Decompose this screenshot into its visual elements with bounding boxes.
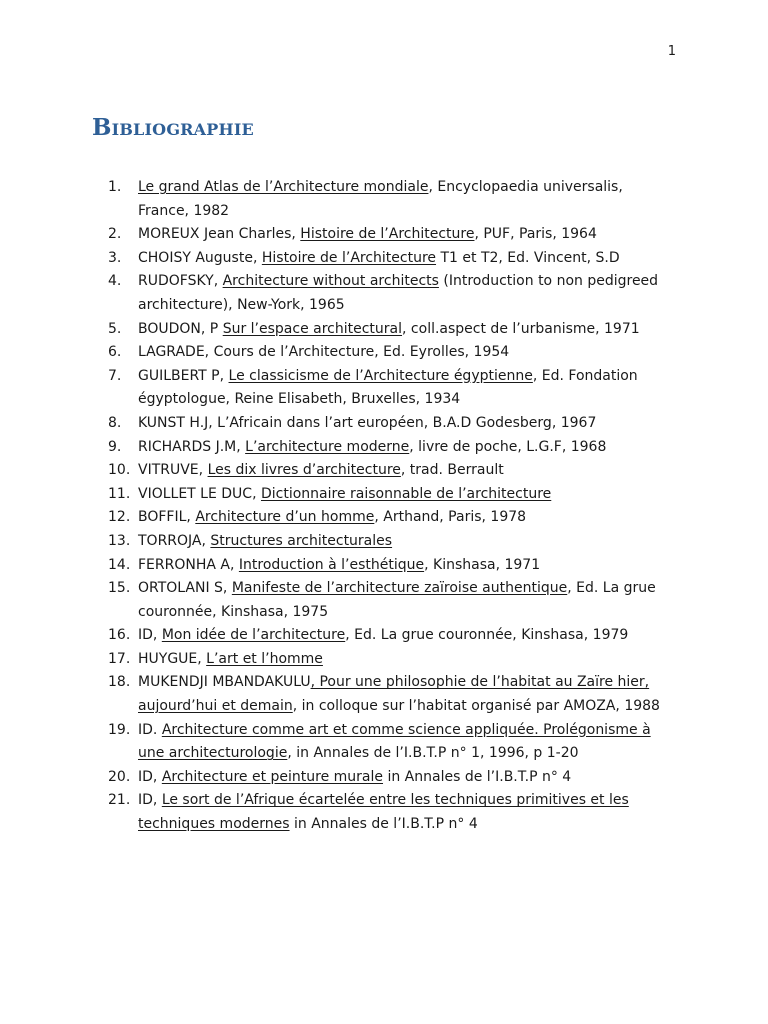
entry-number: 16. bbox=[108, 627, 131, 644]
entry-work-title: Structures architecturales bbox=[210, 532, 393, 549]
entry-detail: ORTOLANI S, bbox=[138, 580, 232, 597]
entry-work-title: , Pour une philosophie de l’habitat au Zaïre hier, aujourd’hui et demain bbox=[138, 674, 650, 715]
entry-number: 18. bbox=[108, 674, 131, 691]
entry-text bbox=[138, 509, 526, 525]
entry-text bbox=[138, 462, 504, 478]
entry-detail: T1 et T2, Ed. Vincent, S.D bbox=[436, 249, 620, 266]
entry-number: 19. bbox=[108, 721, 131, 738]
entry-work-title: L’art et l’homme bbox=[206, 650, 323, 667]
entry-number: 9. bbox=[108, 438, 122, 455]
entry-text bbox=[138, 344, 509, 360]
bibliography-entry bbox=[108, 436, 678, 460]
entry-number: 5. bbox=[108, 320, 122, 337]
entry-detail: LAGRADE, Cours de l’Architecture, Ed. Eyrolles, 1954 bbox=[138, 344, 510, 361]
bibliography-entry bbox=[108, 223, 678, 247]
entry-detail: , Encyclopaedia universalis, France, 1982 bbox=[138, 179, 623, 219]
entry-text bbox=[138, 179, 623, 219]
entry-detail: ID. bbox=[138, 721, 162, 738]
bibliography-entry bbox=[108, 789, 678, 836]
entry-detail: , Ed. La grue couronnée, Kinshasa, 1975 bbox=[138, 580, 656, 620]
entry-detail: , Kinshasa, 1971 bbox=[424, 556, 541, 573]
entry-detail: , Ed. La grue couronnée, Kinshasa, 1979 bbox=[345, 627, 629, 644]
entry-number: 2. bbox=[108, 226, 122, 243]
entry-text bbox=[138, 627, 628, 643]
entry-detail: VITRUVE, bbox=[138, 462, 208, 479]
entry-detail: HUYGUE, bbox=[138, 650, 207, 667]
entry-work-title: Le classicisme de l’Architecture égyptienne bbox=[228, 367, 533, 384]
bibliography-entry bbox=[108, 506, 678, 530]
entry-detail: FERRONHA A, bbox=[138, 556, 239, 573]
entry-number: 3. bbox=[108, 249, 122, 266]
entry-detail: , livre de poche, L.G.F, 1968 bbox=[409, 438, 607, 455]
entry-detail: BOFFIL, bbox=[138, 509, 196, 526]
entry-text bbox=[138, 557, 540, 573]
entry-work-title: Sur l’espace architectural bbox=[222, 320, 403, 337]
bibliography-entry bbox=[108, 318, 678, 342]
entry-number: 15. bbox=[108, 580, 131, 597]
entry-text bbox=[138, 273, 658, 313]
bibliography-entry bbox=[108, 270, 678, 317]
entry-work-title: Dictionnaire raisonnable de l’architecture bbox=[260, 485, 552, 502]
entry-detail: KUNST H.J, L’Africain dans l’art européen, B.A.D Godesberg, 1967 bbox=[138, 414, 597, 431]
entry-work-title: Mon idée de l’architecture bbox=[161, 627, 346, 644]
entry-number: 7. bbox=[108, 367, 122, 384]
entry-detail: TORROJA, bbox=[138, 532, 211, 549]
entry-number: 4. bbox=[108, 273, 122, 290]
entry-detail: RICHARDS J.M, bbox=[138, 438, 246, 455]
entry-number: 12. bbox=[108, 509, 131, 526]
entry-text bbox=[138, 415, 596, 431]
entry-number: 14. bbox=[108, 556, 131, 573]
bibliography-entry bbox=[108, 648, 678, 672]
entry-detail: CHOISY Auguste, bbox=[138, 249, 262, 266]
entry-detail: , Ed. Fondation égyptologue, Reine Elisabeth, Bruxelles, 1934 bbox=[138, 367, 638, 408]
entry-work-title: Introduction à l’esthétique bbox=[238, 556, 425, 573]
entry-text bbox=[138, 250, 620, 266]
entry-number: 10. bbox=[108, 462, 131, 479]
entry-detail: , Arthand, Paris, 1978 bbox=[374, 509, 527, 526]
entry-work-title: Histoire de l’Architecture bbox=[261, 249, 437, 266]
bibliography-entry bbox=[108, 412, 678, 436]
entry-work-title: Histoire de l’Architecture bbox=[300, 226, 475, 243]
entry-text bbox=[138, 580, 656, 620]
bibliography-entry bbox=[108, 671, 678, 718]
entry-detail: , coll.aspect de l’urbanisme, 1971 bbox=[402, 320, 640, 337]
entry-work-title: Le grand Atlas de l’Architecture mondiale bbox=[138, 179, 429, 195]
entry-number: 21. bbox=[108, 792, 131, 809]
entry-number: 8. bbox=[108, 414, 122, 431]
entry-detail: BOUDON, P bbox=[138, 320, 223, 337]
bibliography-entry bbox=[108, 719, 678, 766]
entry-detail: GUILBERT P, bbox=[138, 367, 229, 384]
entry-text bbox=[138, 439, 606, 455]
entry-text bbox=[138, 674, 660, 714]
entry-detail: , in colloque sur l’habitat organisé par AMOZA, 1988 bbox=[292, 698, 660, 715]
entry-work-title: L’architecture moderne bbox=[245, 438, 410, 455]
entry-text bbox=[138, 321, 640, 337]
entry-text bbox=[138, 651, 323, 667]
entry-detail: VIOLLET LE DUC, bbox=[138, 485, 261, 502]
bibliography-entry bbox=[108, 341, 678, 365]
entry-number: 17. bbox=[108, 650, 131, 667]
entry-work-title: Manifeste de l’architecture zaïroise authentique bbox=[231, 580, 568, 597]
bibliography-entry bbox=[108, 176, 678, 223]
entry-text bbox=[138, 226, 597, 242]
entry-detail: ID, bbox=[138, 627, 162, 644]
entry-text bbox=[138, 368, 638, 408]
entry-detail: RUDOFSKY, bbox=[138, 273, 223, 290]
entry-number: 6. bbox=[108, 344, 122, 361]
bibliography-entry bbox=[108, 624, 678, 648]
entry-number: 1. bbox=[108, 179, 122, 195]
bibliography-entry bbox=[108, 483, 678, 507]
entry-work-title: Architecture d’un homme bbox=[195, 509, 375, 526]
page-number: 1 bbox=[667, 44, 676, 59]
entry-detail: (Introduction to non pedigreed architecture), New-York, 1965 bbox=[138, 273, 659, 313]
entry-detail: in Annales de l’I.B.T.P n° 4 bbox=[383, 768, 572, 785]
entry-text bbox=[138, 769, 571, 785]
entry-work-title: Le sort de l’Afrique écartelée entre les techniques primitives et les techniques modernes bbox=[138, 792, 629, 833]
entry-number: 11. bbox=[108, 485, 131, 502]
entry-detail: ID, bbox=[138, 768, 162, 785]
entry-text bbox=[138, 486, 551, 502]
entry-number: 13. bbox=[108, 532, 131, 549]
bibliography-entry bbox=[108, 365, 678, 412]
bibliography-entry bbox=[108, 577, 678, 624]
entry-work-title: Architecture et peinture murale bbox=[161, 768, 384, 785]
entry-detail: ID, bbox=[138, 792, 162, 809]
entry-detail: MUKENDJI MBANDAKULU bbox=[138, 674, 311, 691]
page-title: Bibliographie bbox=[92, 114, 254, 141]
bibliography-entry bbox=[108, 766, 678, 790]
entry-work-title: Architecture comme art et comme science appliquée. Prolégonisme à une architecturologie bbox=[138, 721, 651, 762]
entry-work-title: Architecture without architects bbox=[222, 273, 439, 290]
bibliography-entry bbox=[108, 459, 678, 483]
entry-text bbox=[138, 792, 629, 832]
bibliography-entry bbox=[108, 530, 678, 554]
entry-detail: , in Annales de l’I.B.T.P n° 1, 1996, p 1-20 bbox=[287, 745, 579, 762]
bibliography-entry bbox=[108, 247, 678, 271]
entry-text bbox=[138, 533, 392, 549]
bibliography-list bbox=[108, 176, 678, 837]
entry-number: 20. bbox=[108, 768, 131, 785]
entry-detail: MOREUX Jean Charles, bbox=[138, 226, 301, 243]
entry-text bbox=[138, 722, 651, 762]
entry-detail: , PUF, Paris, 1964 bbox=[474, 226, 597, 243]
entry-work-title: Les dix livres d’architecture bbox=[207, 462, 401, 479]
entry-detail: , trad. Berrault bbox=[400, 462, 504, 479]
entry-detail: in Annales de l’I.B.T.P n° 4 bbox=[289, 816, 478, 833]
bibliography-entry bbox=[108, 554, 678, 578]
